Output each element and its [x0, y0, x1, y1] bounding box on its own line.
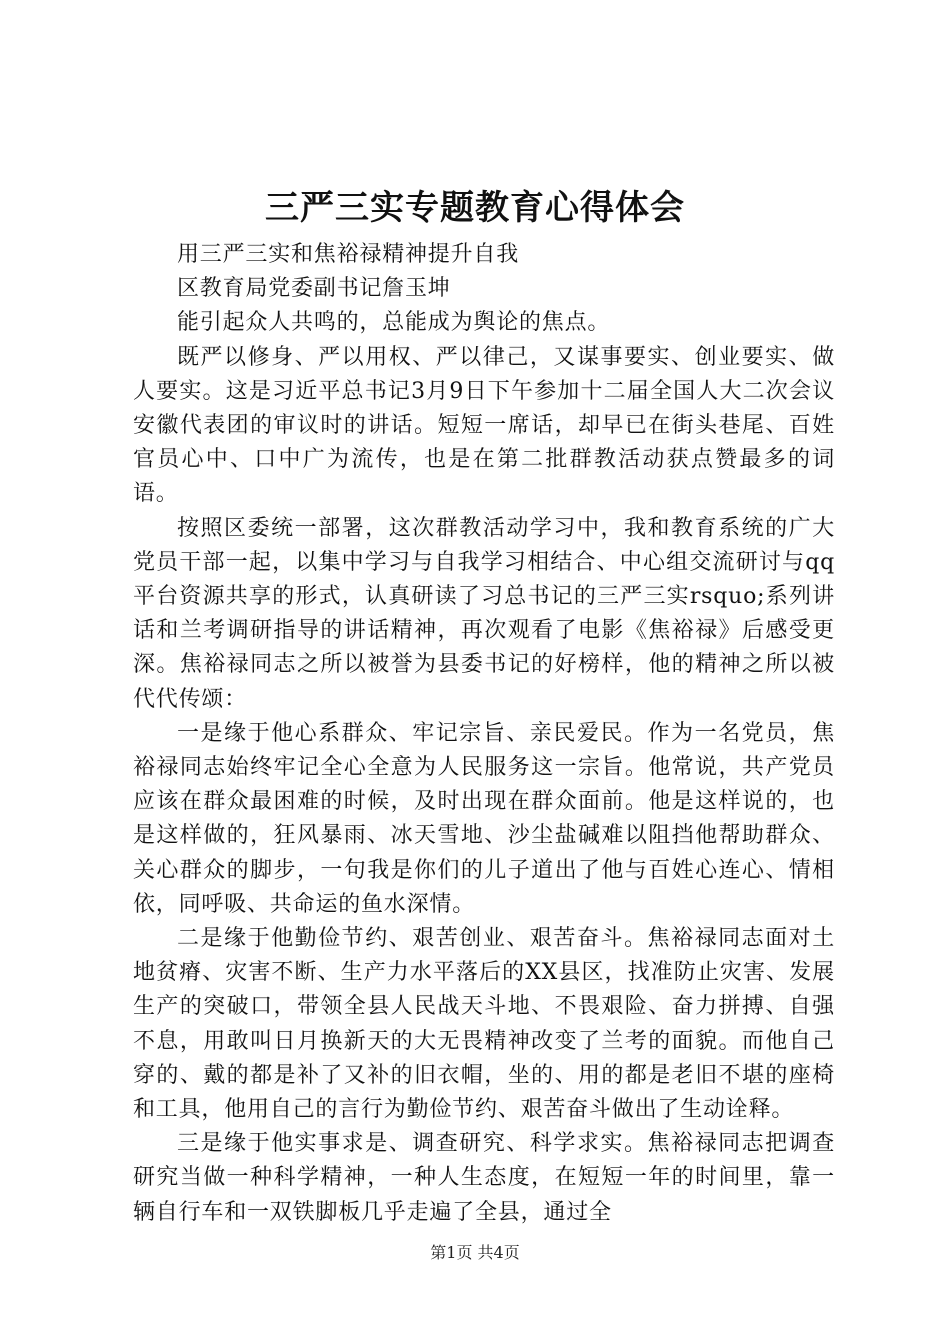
subtitle-paragraph: 用三严三实和焦裕禄精神提升自我 [177, 242, 520, 267]
body-paragraph: 按照区委统一部署，这次群教活动学习中，我和教育系统的广大党员干部一起，以集中学习与自我学习相结合、中心组交流研讨与qq平台资源共享的形式，认真研读了习总书记的三严三实rsquo;系列讲话和兰考调研指导的讲话精神，再次观看了电影《焦裕禄》后感受更深。焦裕禄同志之所以被誉为县委书记的好榜样，他的精神之所以被代代传颂： [133, 515, 835, 712]
page-footer: 第1页 共4页 [430, 1243, 520, 1262]
body-paragraph: 能引起众人共鸣的，总能成为舆论的焦点。 [177, 310, 611, 336]
body-paragraph: 三是缘于他实事求是、调查研究、科学求实。焦裕禄同志把调查研究当做一种科学精神，一种人生态度，在短短一年的时间里，靠一辆自行车和一双铁脚板几乎走遍了全县，通过全 [133, 1131, 835, 1225]
body-paragraph: 既严以修身、严以用权、严以律己，又谋事要实、创业要实、做人要实。这是习近平总书记3月9日下午参加十二届全国人大二次会议安徽代表团的审议时的讲话。短短一席话，却早已在街头巷尾、百姓官员心中、口中广为流传，也是在第二批群教活动获点赞最多的词语。 [133, 344, 835, 507]
body-paragraph: 一是缘于他心系群众、牢记宗旨、亲民爱民。作为一名党员，焦裕禄同志始终牢记全心全意为人民服务这一宗旨。他常说，共产党员应该在群众最困难的时候，及时出现在群众面前。他是这样说的，也是这样做的，狂风暴雨、冰天雪地、沙尘盐碱难以阻挡他帮助群众、关心群众的脚步，一句我是你们的儿子道出了他与百姓心连心、情相依，同呼吸、共命运的鱼水深情。 [133, 720, 835, 917]
author-paragraph: 区教育局党委副书记詹玉坤 [177, 276, 451, 302]
document-title: 三严三实专题教育心得体会 [265, 188, 685, 228]
document-body [133, 238, 835, 1230]
body-paragraph: 二是缘于他勤俭节约、艰苦创业、艰苦奋斗。焦裕禄同志面对土地贫瘠、灾害不断、生产力水平落后的XX县区，找准防止灾害、发展生产的突破口，带领全县人民战天斗地、不畏艰险、奋力拼搏、自强不息，用敢叫日月换新天的大无畏精神改变了兰考的面貌。而他自己穿的、戴的都是补了又补的旧衣帽，坐的、用的都是老旧不堪的座椅和工具，他用自己的言行为勤俭节约、艰苦奋斗做出了生动诠释。 [133, 926, 835, 1123]
